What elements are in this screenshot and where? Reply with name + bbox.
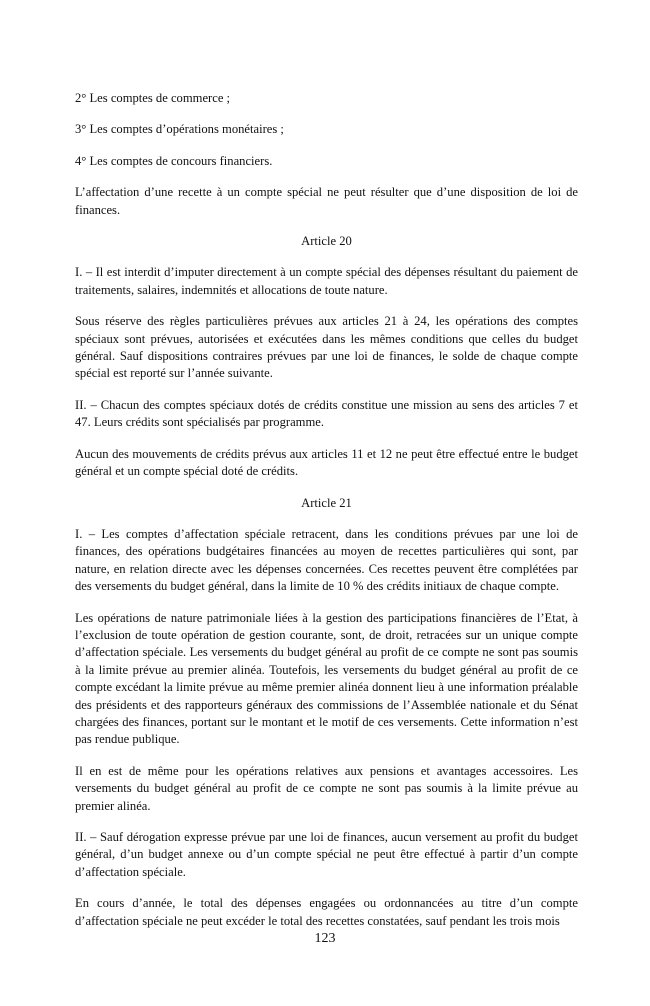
list-item-financial-aid: 4° Les comptes de concours financiers. — [75, 153, 273, 168]
list-item-commerce: 2° Les comptes de commerce ; — [75, 91, 231, 105]
article-21-paragraph-5: En cours d’année, le total des dépenses engagées ou ordonnancées au titre d’un compte d’affectation spéciale ne peut excéder le total des recettes constatées, sauf pendant les trois mois — [75, 896, 578, 928]
paragraph-affectation: L’affectation d’une recette à un compte spécial ne peut résulter que d’une disposition de loi de finances. — [75, 185, 578, 217]
article-21-paragraph-3: Il en est de même pour les opérations relatives aux pensions et avantages accessoires. Les versements du budget général au profit de ce compte ne sont pas soumis à la limite prévue au premier alinéa. — [75, 763, 578, 813]
article-20-paragraph-4: Aucun des mouvements de crédits prévus aux articles 11 et 12 ne peut être effectué entre le budget général et un compte spécial doté de crédits. — [75, 446, 578, 479]
article-21-paragraph-1: I. – Les comptes d’affectation spéciale retracent, dans les conditions prévues par une loi de finances, des opérations budgétaires financées au moyen de recettes particulières qui sont, par nature, en relation directe avec les dépenses concernées. Ces recettes peuvent être complétées par des versements du budget général, dans la limite de 10 % des crédits initiaux de chaque compte. — [75, 526, 578, 594]
article-21-paragraph-2: Les opérations de nature patrimoniale liées à la gestion des participations financières de l’Etat, à l’exclusion de toute opération de gestion courante, sont, de droit, retracées sur un unique compte d’affectation spéciale. Les versements du budget général au profit de ce compte ne sont pas soumis à la limite prévue au premier alinéa. Toutefois, les versements du budget général au profit de ce compte excédant la limite prévue au même premier alinéa donnent lieu à une information préalable des présidents et des rapporteurs généraux des commissions de l’Assemblée nationale et du Sénat chargées des finances, portant sur le montant et le motif de ces versements. Cette information n’est pas rendue publique. — [75, 610, 578, 747]
article-20-paragraph-3: II. – Chacun des comptes spéciaux dotés de crédits constitue une mission au sens des articles 7 et 47. Leurs crédits sont spécialisés par programme. — [75, 397, 578, 430]
list-item-monetary: 3° Les comptes d’opérations monétaires ; — [75, 122, 284, 137]
document-page — [75, 90, 578, 944]
article-20-paragraph-1: I. – Il est interdit d’imputer directement à un compte spécial des dépenses résultant du paiement de traitements, salaires, indemnités et allocations de toute nature. — [75, 265, 578, 297]
article-21-paragraph-4: II. – Sauf dérogation expresse prévue par une loi de finances, aucun versement au profit du budget général, d’un budget annexe ou d’un compte spécial ne peut être effectué à partir d’un compte d’affectation spéciale. — [75, 830, 578, 879]
page-number: 123 — [314, 931, 336, 946]
article-20-heading: Article 20 — [301, 234, 352, 249]
article-20-paragraph-2: Sous réserve des règles particulières prévues aux articles 21 à 24, les opérations des comptes spéciaux sont prévues, autorisées et exécutées dans les mêmes conditions que celles du budget général. Sauf dispositions contraires prévues par une loi de finances, le solde de chaque compte spécial est reporté sur l’année suivante. — [75, 314, 578, 381]
article-21-heading: Article 21 — [301, 495, 352, 510]
